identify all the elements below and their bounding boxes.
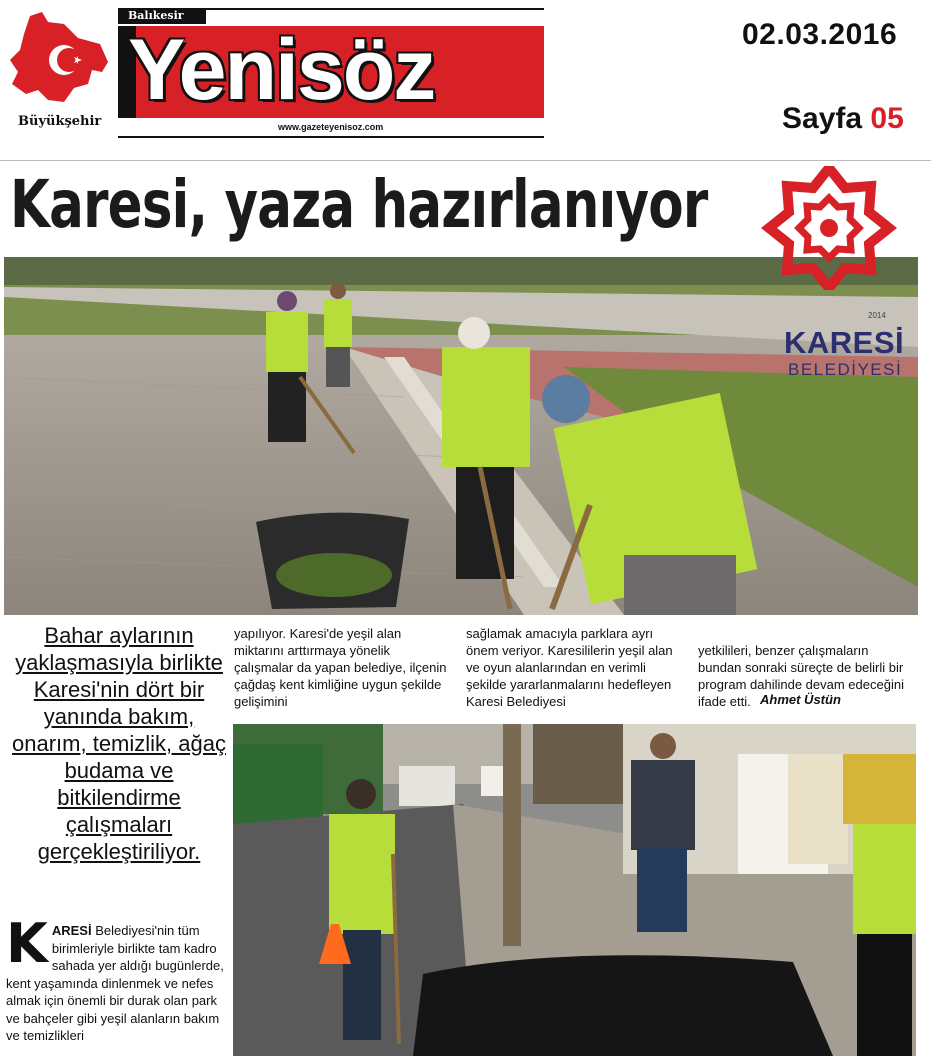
asphalt-repair-photo xyxy=(233,724,916,1056)
issue-date: 02.03.2016 xyxy=(742,18,898,51)
masthead-bottom-rule xyxy=(118,136,544,138)
intro-bold-text: ARESİ xyxy=(51,923,92,938)
region-label: Büyükşehir xyxy=(18,114,102,129)
article-intro xyxy=(6,912,228,1045)
intro-text: Belediyesi'nin tüm birimleriyle birlikte tam kadro sahada yer aldığı bugünlerde, kent yaşamında dinlenmek ve nefes almak için önemli bir durak olan park ve bahçeler gibi yeşil alanların bakım ve temizlikleri xyxy=(6,923,224,1043)
logo-name: KARESİ xyxy=(784,325,905,360)
page-label: Sayfa xyxy=(782,102,863,135)
logo-badge: 2014 xyxy=(868,311,886,320)
drop-cap: K xyxy=(6,912,48,975)
page-number: 05 xyxy=(870,102,904,135)
masthead-kicker: Balıkesir xyxy=(118,8,206,24)
logo-subtitle: BELEDİYESİ xyxy=(788,360,903,379)
page-indicator xyxy=(782,102,904,136)
newspaper-title: Yenisöz xyxy=(128,22,435,118)
province-map-logo xyxy=(8,10,110,108)
article-column: sağlamak amacıyla parklara ayrı önem veriyor. Karesililerin yeşil alan ve oyun alanlarından en verimli şekilde yararlanmalarını hedefleyen Karesi Belediyesi xyxy=(466,626,673,709)
newspaper-url: www.gazeteyenisoz.com xyxy=(278,122,384,132)
article-column: yetkilileri, benzer çalışmaların bundan sonraki süreçte de belirli bir program dahilinde devam edeceğini ifade etti. xyxy=(698,643,904,709)
street-cleaning-photo xyxy=(4,257,918,615)
article-lead: Bahar aylarının yaklaşmasıyla birlikte Karesi'nin dört bir yanında bakım, onarım, temizlik, ağaç budama ve bitkilendirme çalışmaları gerçekleştiriliyor. xyxy=(12,623,226,864)
headline: Karesi, yaza hazırlanıyor xyxy=(10,166,708,243)
article-column: yapılıyor. Karesi'de yeşil alan miktarını arttırmaya yönelik çalışmalar da yapan belediye, ilçenin çağdaş kent kimliğine uygun şekilde gelişimini xyxy=(234,626,447,709)
municipality-emblem xyxy=(750,166,908,290)
author-byline: Ahmet Üstün xyxy=(760,692,841,707)
masthead-top-rule xyxy=(206,8,544,10)
